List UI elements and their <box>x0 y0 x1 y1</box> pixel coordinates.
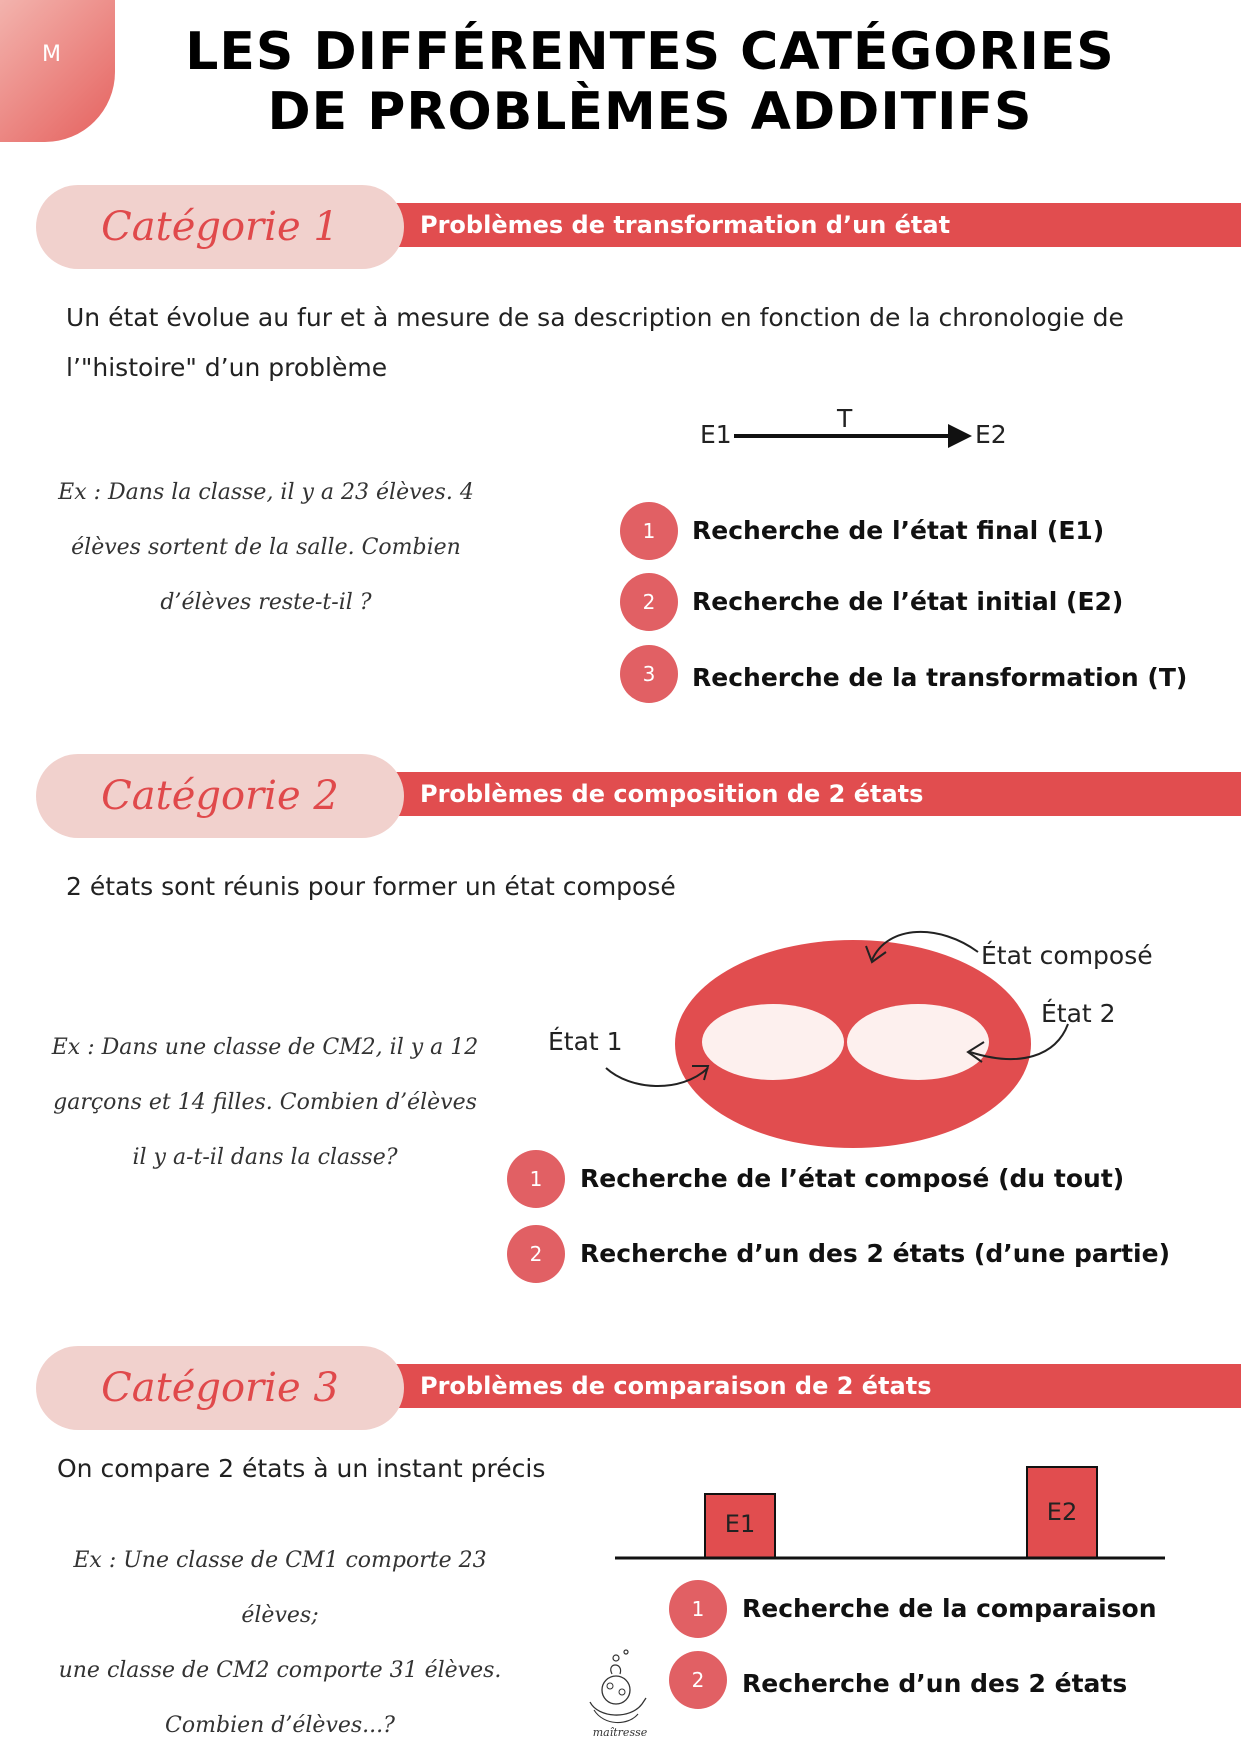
category-2-item-1-number: 1 <box>507 1150 565 1208</box>
page-title <box>180 22 1120 142</box>
category-1-item-1-number: 1 <box>620 502 678 560</box>
category-1-item-2-number: 2 <box>620 573 678 631</box>
category-2-item-1-text: Recherche de l’état composé (du tout) <box>580 1164 1125 1193</box>
category-1-pill: Catégorie 1 <box>36 185 404 269</box>
diagram-end-label: E2 <box>975 420 1007 449</box>
category-1-bar-title: Problèmes de transformation d’un état <box>420 211 951 239</box>
transformation-arrow-head <box>948 424 972 448</box>
category-1-example: Ex : Dans la classe, il y a 23 élèves. 4 élèves sortent de la salle. Combien d’élèves reste-t-il ? <box>58 480 474 615</box>
category-3-bar-title: Problèmes de comparaison de 2 états <box>420 1372 932 1400</box>
category-3-example: Ex : Une classe de CM1 comporte 23 élèves; une classe de CM2 comporte 31 élèves. Combien d’élèves...? <box>58 1548 502 1738</box>
category-2-item-2-number: 2 <box>507 1225 565 1283</box>
diagram-start-label: E1 <box>700 420 732 449</box>
state-1-label: État 1 <box>548 1027 623 1056</box>
category-3-item-2-number: 2 <box>669 1651 727 1709</box>
state-2-label: État 2 <box>1041 999 1116 1028</box>
category-2-pill: Catégorie 2 <box>36 754 404 838</box>
category-1-description-line1: Un état évolue au fur et à mesure de sa description en fonction de la chronologie de <box>66 303 1124 332</box>
corner-tab <box>0 0 115 142</box>
category-3-pill: Catégorie 3 <box>36 1346 404 1430</box>
state-2-box-label: E2 <box>1046 1498 1078 1526</box>
transformation-arrow-diagram <box>690 400 1020 460</box>
corner-letter: M <box>42 42 61 67</box>
state-1-box-label: E1 <box>724 1510 756 1538</box>
category-1-item-1-text: Recherche de l’état final (E1) <box>692 516 1105 545</box>
category-2-example: Ex : Dans une classe de CM2, il y a 12 garçons et 14 filles. Combien d’élèves il y a-t-il dans la classe? <box>51 1035 479 1170</box>
category-3-item-2-text: Recherche d’un des 2 états <box>742 1669 1128 1698</box>
category-2-description: 2 états sont réunis pour former un état composé <box>66 872 676 901</box>
page-title-line1: LES DIFFÉRENTES CATÉGORIES <box>185 22 1115 82</box>
category-1-item-3-number: 3 <box>620 645 678 703</box>
category-3-description: On compare 2 états à un instant précis <box>57 1454 546 1483</box>
state-2-ellipse <box>847 1004 989 1080</box>
category-1-description-line2: l’"histoire" d’un problème <box>66 353 388 382</box>
category-3-item-1-text: Recherche de la comparaison <box>742 1594 1157 1623</box>
category-2-bar-title: Problèmes de composition de 2 états <box>420 780 924 808</box>
page-title-line2: DE PROBLÈMES ADDITIFS <box>267 82 1033 142</box>
category-3-item-1-number: 1 <box>669 1580 727 1638</box>
maitresse-logo-icon <box>580 1640 660 1748</box>
composed-state-label: État composé <box>981 941 1153 970</box>
state-1-ellipse <box>702 1004 844 1080</box>
category-2-item-2-text: Recherche d’un des 2 états (d’une partie) <box>580 1239 1170 1268</box>
logo-text: maîtresse <box>592 1726 648 1739</box>
diagram-transform-label: T <box>837 404 853 433</box>
category-1-item-3-text: Recherche de la transformation (T) <box>692 663 1188 692</box>
category-1-item-2-text: Recherche de l’état initial (E2) <box>692 587 1124 616</box>
